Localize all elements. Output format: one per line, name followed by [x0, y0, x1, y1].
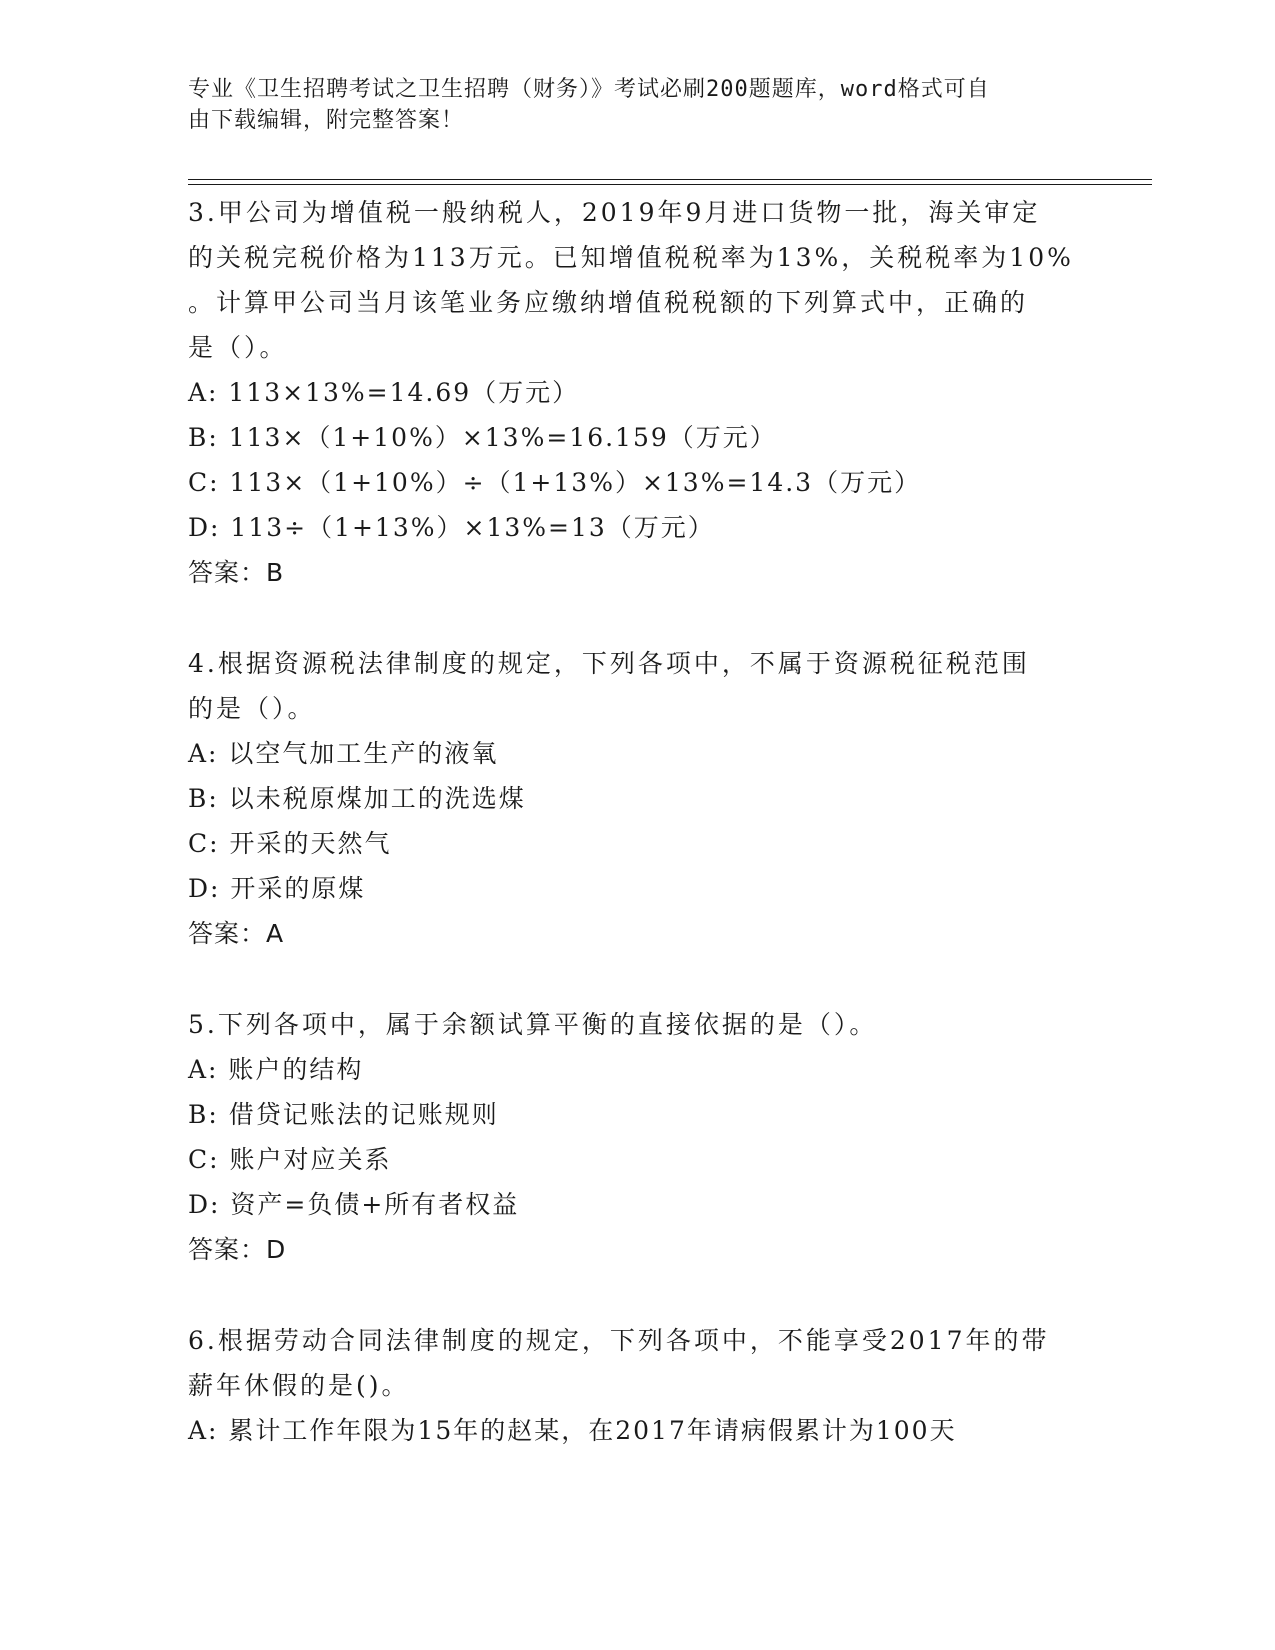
option-c: C: 账户对应关系: [188, 1145, 392, 1174]
option-d: D: 资产=负债+所有者权益: [188, 1190, 520, 1219]
document-header: [188, 74, 1068, 136]
option-a: A: 113×13%=14.69（万元）: [188, 378, 580, 407]
option-b: B: 以未税原煤加工的洗选煤: [188, 784, 526, 813]
option-b: B: 113×（1+10%）×13%=16.159（万元）: [188, 423, 777, 452]
question-stem-line: 。计算甲公司当月该笔业务应缴纳增值税税额的下列算式中，正确的: [188, 288, 1029, 317]
question-5: [188, 1002, 1088, 1272]
question-6: [188, 1318, 1088, 1453]
header-divider-top: [188, 179, 1152, 180]
header-line-1: 专业《卫生招聘考试之卫生招聘（财务）》考试必刷200题题库，word格式可自: [188, 77, 990, 102]
option-c: C: 开采的天然气: [188, 829, 392, 858]
option-a: A: 账户的结构: [188, 1055, 364, 1084]
question-list: [188, 190, 1088, 1499]
question-4: [188, 641, 1088, 956]
option-c: C: 113×（1+10%）÷（1+13%）×13%=14.3（万元）: [188, 468, 922, 497]
question-stem-line: 6.根据劳动合同法律制度的规定，下列各项中，不能享受2017年的带: [188, 1326, 1050, 1355]
answer-label: 答案：D: [188, 1235, 287, 1264]
question-stem-line: 是（）。: [188, 333, 288, 362]
question-stem-line: 薪年休假的是()。: [188, 1371, 410, 1400]
question-stem-line: 3.甲公司为增值税一般纳税人，2019年9月进口货物一批，海关审定: [188, 198, 1041, 227]
option-b: B: 借贷记账法的记账规则: [188, 1100, 499, 1129]
header-line-2: 由下载编辑，附完整答案！: [188, 108, 465, 133]
question-stem-line: 的是（）。: [188, 694, 316, 723]
option-a: A: 累计工作年限为15年的赵某，在2017年请病假累计为100天: [188, 1416, 957, 1445]
answer-label: 答案：B: [188, 558, 285, 587]
question-stem-line: 的关税完税价格为113万元。已知增值税税率为13%，关税税率为10%: [188, 243, 1074, 272]
option-d: D: 113÷（1+13%）×13%=13（万元）: [188, 513, 715, 542]
option-d: D: 开采的原煤: [188, 874, 366, 903]
question-3: [188, 190, 1088, 595]
option-a: A: 以空气加工生产的液氧: [188, 739, 499, 768]
header-divider-bottom: [188, 184, 1152, 185]
question-stem-line: 5.下列各项中，属于余额试算平衡的直接依据的是（）。: [188, 1010, 878, 1039]
answer-label: 答案：A: [188, 919, 285, 948]
question-stem-line: 4.根据资源税法律制度的规定，下列各项中，不属于资源税征税范围: [188, 649, 1030, 678]
